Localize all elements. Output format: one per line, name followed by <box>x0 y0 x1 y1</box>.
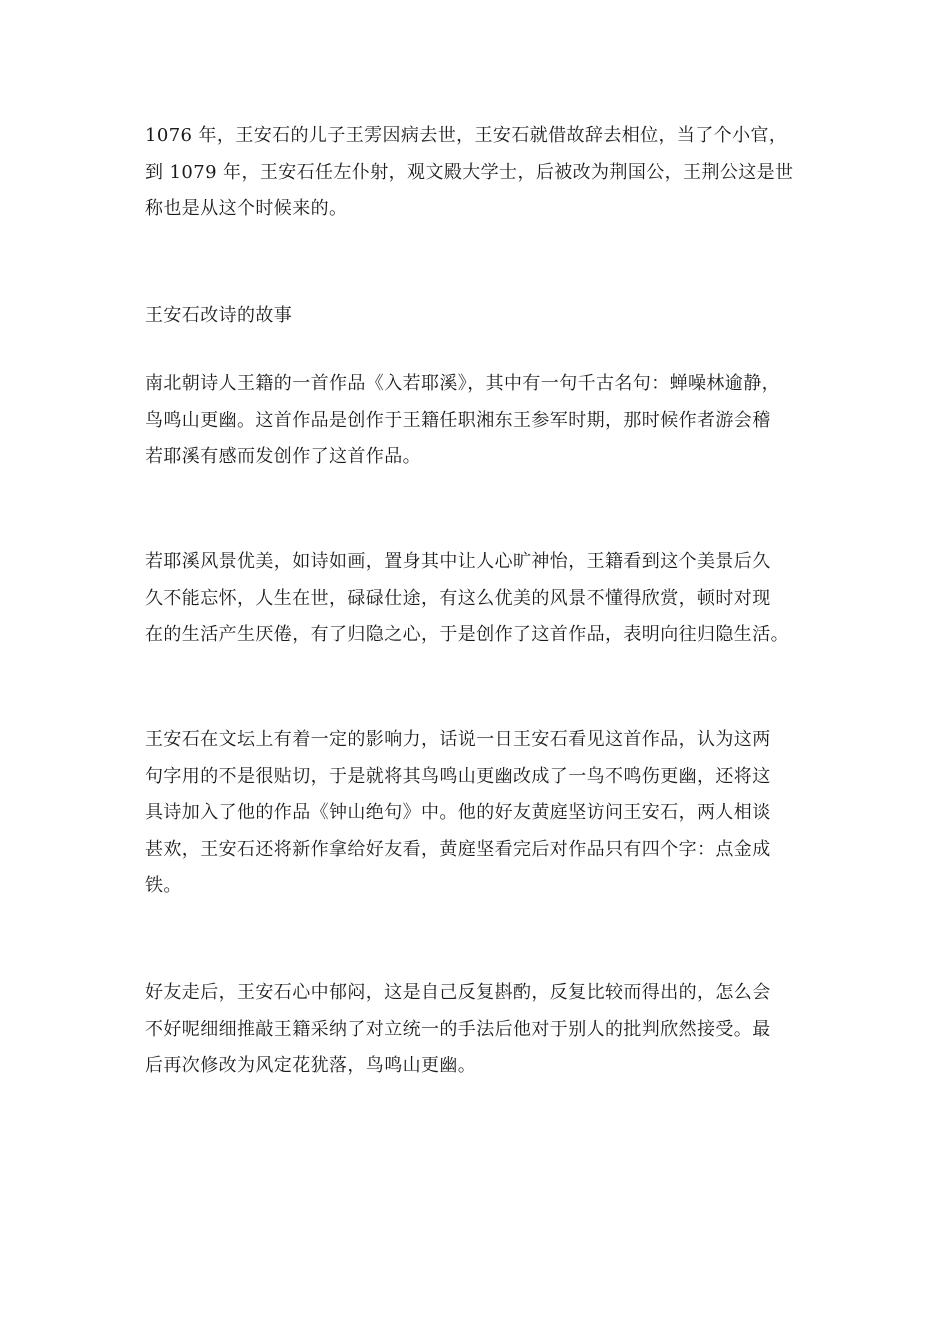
paragraph-5 <box>145 975 815 1085</box>
text-line: 甚欢，王安石还将新作拿给好友看，黄庭坚看完后对作品只有四个字：点金成 <box>145 838 771 860</box>
text-line: 南北朝诗人王籍的一首作品《入若耶溪》，其中有一句千古名句：蝉噪林逾静， <box>145 373 780 394</box>
text-line: 久不能忘怀，人生在世，碌碌仕途，有这么优美的风景不懂得欣赏，顿时对现 <box>145 587 771 609</box>
text-line: 若耶溪有感而发创作了这首作品。 <box>145 446 421 467</box>
paragraph-4 <box>145 722 815 905</box>
paragraph-3 <box>145 544 815 654</box>
text-line: 好友走后，王安石心中郁闷，这是自己反复斟酌，反复比较而得出的，怎么会 <box>145 982 771 1003</box>
text-line: 句字用的不是很贴切，于是就将其鸟鸣山更幽改成了一鸟不鸣伤更幽，还将这 <box>145 765 771 787</box>
paragraph-1 <box>145 118 815 228</box>
text-line: 铁。 <box>145 875 182 896</box>
text-line: 鸟鸣山更幽。这首作品是创作于王籍任职湘东王参军时期，那时候作者游会稽 <box>145 409 771 431</box>
text-line: 称也是从这个时候来的。 <box>145 198 348 219</box>
text-line: 王安石在文坛上有着一定的影响力，话说一日王安石看见这首作品，认为这两 <box>145 729 771 750</box>
text-line: 具诗加入了他的作品《钟山绝句》中。他的好友黄庭坚访问王安石，两人相谈 <box>145 802 771 823</box>
text-line: 到 1079 年，王安石任左仆射，观文殿大学士，后被改为荆国公，王荆公这是世 <box>145 161 794 183</box>
text-line: 在的生活产生厌倦，有了归隐之心，于是创作了这首作品，表明向往归隐生活。 <box>145 624 789 645</box>
section-heading: 王安石改诗的故事 <box>145 305 293 326</box>
text-line: 不好呢细细推敲王籍采纳了对立统一的手法后他对于别人的批判欣然接受。最 <box>145 1018 771 1040</box>
text-line: 后再次修改为风定花犹落，鸟鸣山更幽。 <box>145 1055 477 1076</box>
text-line: 若耶溪风景优美，如诗如画，置身其中让人心旷神怡，王籍看到这个美景后久 <box>145 551 771 572</box>
text-line: 1076 年，王安石的儿子王雱因病去世，王安石就借故辞去相位，当了个小官， <box>145 125 788 146</box>
paragraph-2 <box>145 366 815 476</box>
